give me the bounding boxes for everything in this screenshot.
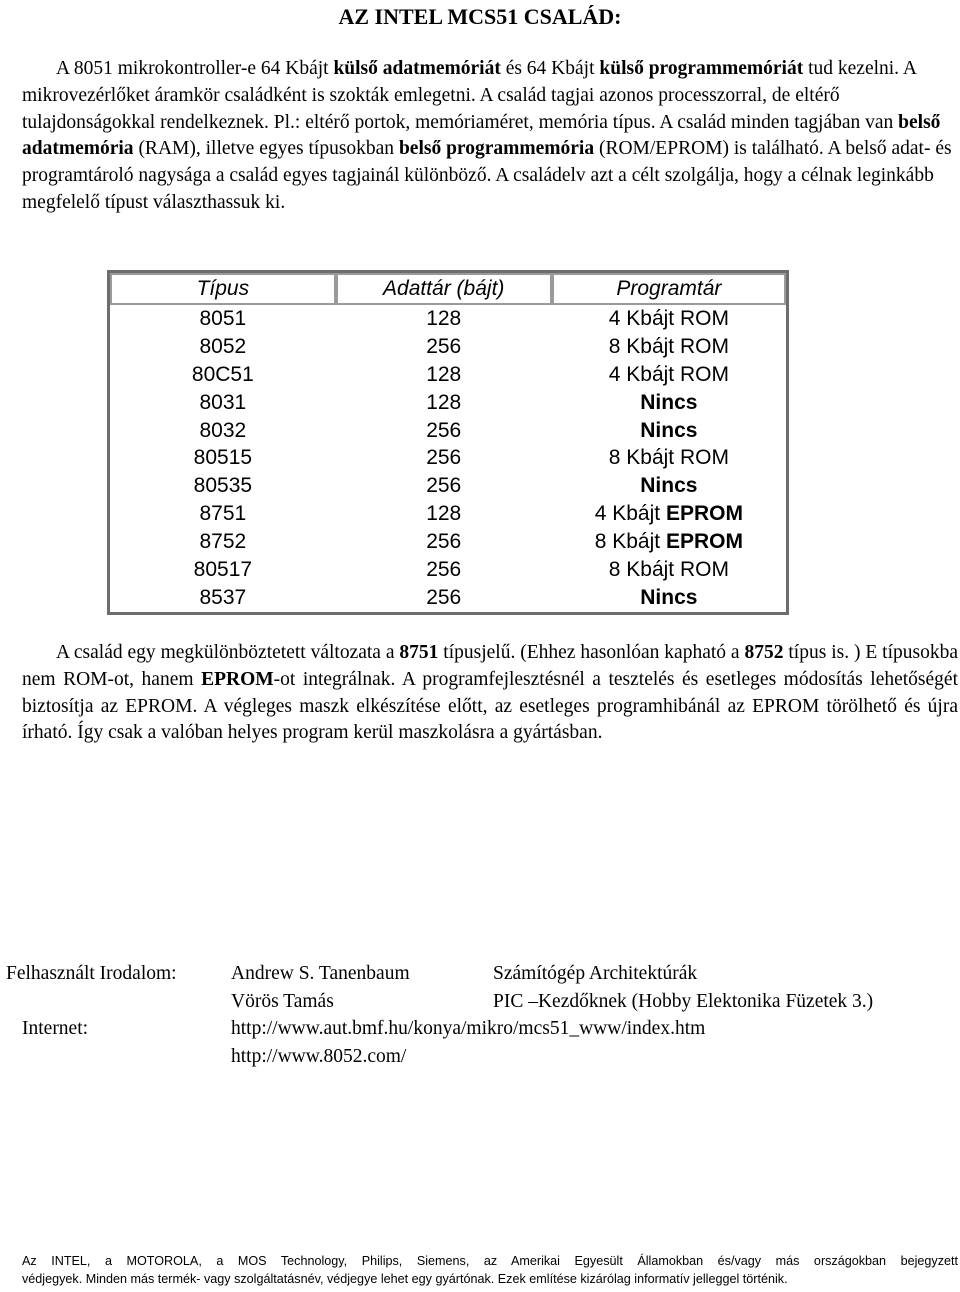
cell-data: 128 [426,306,462,330]
literature-label: Felhasznált Irodalom: [6,963,177,984]
reference-url[interactable]: http://www.8052.com/ [231,1045,407,1067]
header-data-memory: Adattár (bájt) [336,273,552,305]
table-row [110,361,786,389]
table-row [110,584,786,612]
header-program-memory: Programtár [552,273,786,305]
cell-program: 8 Kbájt ROM [608,446,729,470]
cell-type: 8537 [199,585,247,609]
table-row [110,556,786,584]
table-row [110,333,786,361]
cell-program: 8 Kbájt ROM [608,334,729,358]
cell-type: 80515 [193,446,253,470]
footer-line: védjegyek. Minden más termék- vagy szolgáltatásnév, védjegye lehet egy gyártónak. Ezek említése kizárólag informatív jelleggel történik. [22,1272,788,1286]
reference-author: Andrew S. Tanenbaum [231,963,410,984]
cell-program: 8 Kbájt ROM [608,557,729,581]
eprom-paragraph: A család egy megkülönböztetett változata a 8751 típusjelű. (Ehhez hasonlóan kapható a 8752 típus is. ) E típusokba nem ROM-ot, hanem EPROM-ot integrálnak. A programfejlesztésnél a tesztelés és esetleges módosítás lehetőségét biztosítja az EPROM. A végleges maszk elkészítése előtt, az esetleges programhibánál az EPROM törölhető és újra írható. Így csak a valóban helyes program kerül maszkolásra a gyártásban. [22,642,958,744]
table-row [110,444,786,472]
cell-data: 256 [426,334,462,358]
cell-data: 256 [426,418,462,442]
table-row [110,528,786,556]
table-header-row [110,273,786,305]
cell-data: 128 [426,362,462,386]
cell-type: 8052 [199,334,247,358]
reference-title: PIC –Kezdőknek (Hobby Elektonika Füzetek 3.) [493,990,874,1012]
trademark-footer [22,1252,958,1288]
cell-type: 8032 [199,418,247,442]
cell-program: Nincs [640,418,698,442]
cell-data: 128 [426,502,462,526]
footer-line: Az INTEL, a MOTOROLA, a MOS Technology, Philips, Siemens, az Amerikai Egyesült Államokban és/vagy más országokban bejegyzett [22,1254,958,1268]
cell-type: 80C51 [191,362,254,386]
reference-title: Számítógép Architektúrák [493,963,698,984]
cell-program: Nincs [640,585,698,609]
cell-type: 80535 [193,474,253,498]
table-row [110,417,786,445]
cell-program: Nincs [640,390,698,414]
cell-data: 256 [426,446,462,470]
reference-author: Vörös Tamás [231,990,334,1012]
cell-program: 8 Kbájt EPROM [594,530,743,554]
cell-type: 8051 [199,306,247,330]
table-row [110,500,786,528]
cell-data: 256 [426,557,462,581]
cell-program: Nincs [640,474,698,498]
internet-label: Internet: [22,1018,89,1039]
mcs51-types-table [107,270,789,615]
page-title: AZ INTEL MCS51 CSALÁD: [338,4,622,29]
cell-type: 8751 [199,502,247,526]
intro-paragraph: A 8051 mikrokontroller-e 64 Kbájt külső adatmemóriát és 64 Kbájt külső programmemóriát tud kezelni. A mikrovezérlőket áramkör családként is szokták emlegetni. A család tagjai azonos processzorral, de eltérő tulajdonságokkal rendelkeznek. Pl.: eltérő portok, memóriaméret, memória típus. A család minden tagjában van belső adatmemória (RAM), illetve egyes típusokban belső programmemória (ROM/EPROM) is található. A belső adat- és programtároló nagysága a család egyes tagjainál különböző. A családelv azt a célt szolgálja, hogy a célnak leginkább megfelelő típust választhassuk ki. [22,58,952,213]
table-row [110,389,786,417]
cell-data: 256 [426,585,462,609]
cell-type: 80517 [193,557,253,581]
table-row [110,472,786,500]
cell-data: 256 [426,474,462,498]
cell-program: 4 Kbájt ROM [608,306,729,330]
reference-url[interactable]: http://www.aut.bmf.hu/konya/mikro/mcs51_www/index.htm [231,1018,706,1039]
cell-data: 128 [426,390,462,414]
cell-program: 4 Kbájt ROM [608,362,729,386]
cell-type: 8752 [199,530,247,554]
cell-program: 4 Kbájt EPROM [594,502,743,526]
cell-data: 256 [426,530,462,554]
table-row [110,305,786,333]
cell-type: 8031 [199,390,247,414]
header-type: Típus [110,273,336,305]
